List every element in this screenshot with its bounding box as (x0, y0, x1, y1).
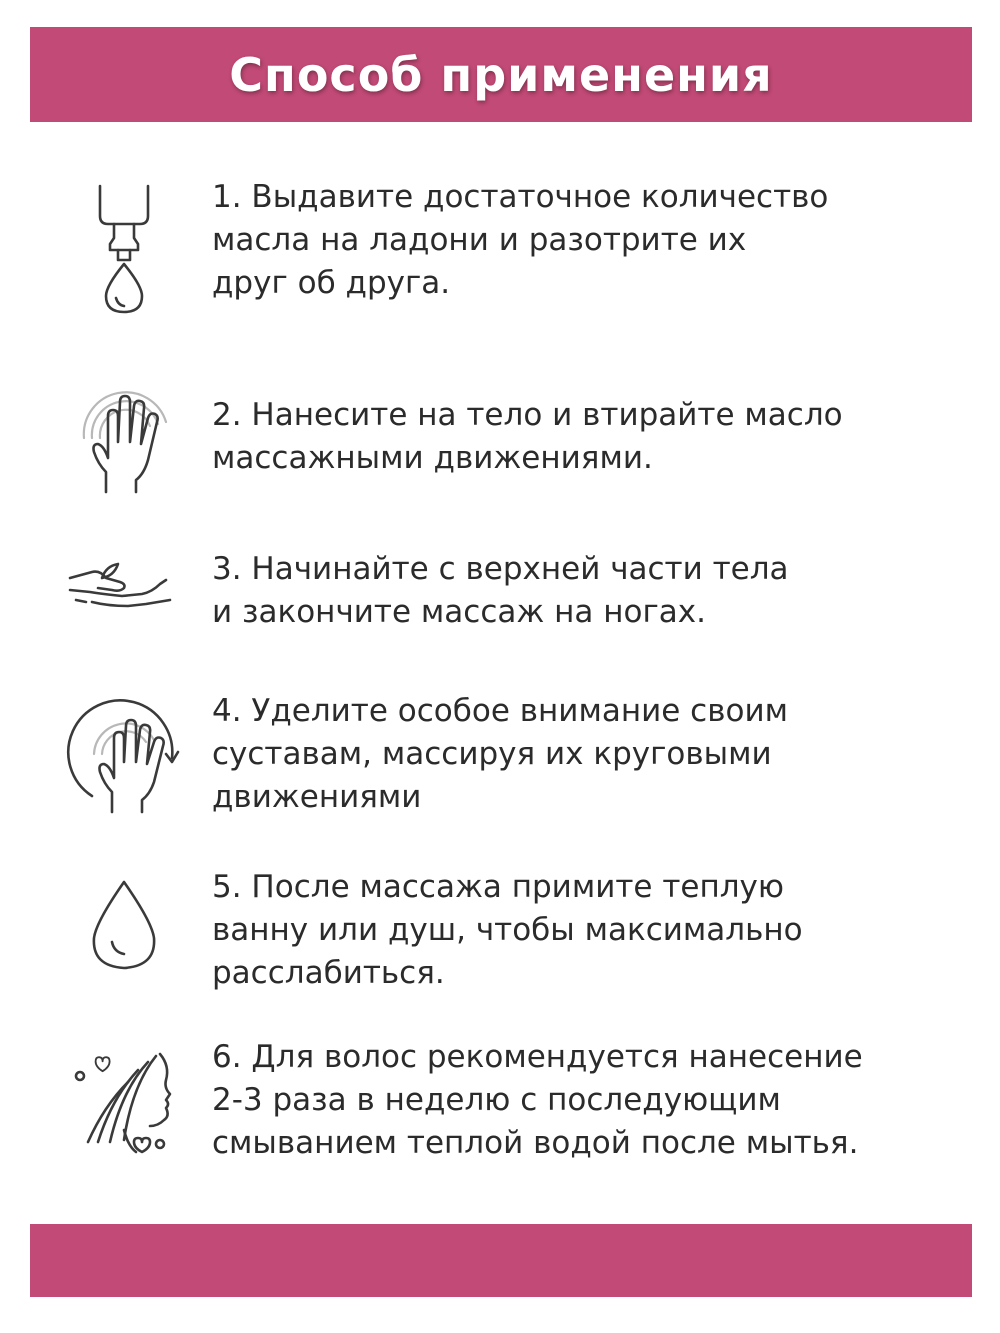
step-2-text (212, 394, 972, 480)
step-4-line-2: суставам, массируя их круговыми (212, 736, 772, 772)
step-6-text (212, 1036, 972, 1165)
step-4-line-1: 4. Уделите особое внимание своим (212, 693, 788, 729)
step-5-line-1: 5. После массажа примите теплую (212, 869, 785, 905)
step-1-line-1: 1. Выдавите достаточное количество (212, 179, 829, 215)
step-4-line-3: движениями (212, 779, 422, 815)
step-3-line-1: 3. Начинайте с верхней части тела (212, 551, 789, 587)
hair-care-icon (62, 1046, 186, 1156)
palm-oil-icon (62, 548, 186, 628)
step-4-text (212, 690, 972, 819)
step-6-line-2: 2-3 раза в неделю с последующим (212, 1082, 781, 1118)
hand-massage-icon (62, 368, 186, 498)
step-5-text (212, 866, 972, 995)
header-banner (30, 27, 972, 122)
step-6-line-3: смыванием теплой водой после мытья. (212, 1125, 859, 1161)
water-drop-icon (62, 876, 186, 976)
step-2-line-2: массажными движениями. (212, 440, 653, 476)
step-3-text (212, 548, 972, 634)
step-5-line-3: расслабиться. (212, 955, 445, 991)
dropper-icon (62, 178, 186, 318)
footer-banner (30, 1224, 972, 1297)
step-1-text (212, 176, 972, 305)
step-1-line-2: масла на ладони и разотрите их (212, 222, 747, 258)
page-title: Способ применения (229, 47, 773, 102)
circular-massage-icon (62, 686, 186, 816)
step-3-line-2: и закончите массаж на ногах. (212, 594, 706, 630)
step-5-line-2: ванну или душ, чтобы максимально (212, 912, 803, 948)
step-6-line-1: 6. Для волос рекомендуется нанесение (212, 1039, 863, 1075)
step-2-line-1: 2. Нанесите на тело и втирайте масло (212, 397, 843, 433)
step-1-line-3: друг об друга. (212, 265, 451, 301)
